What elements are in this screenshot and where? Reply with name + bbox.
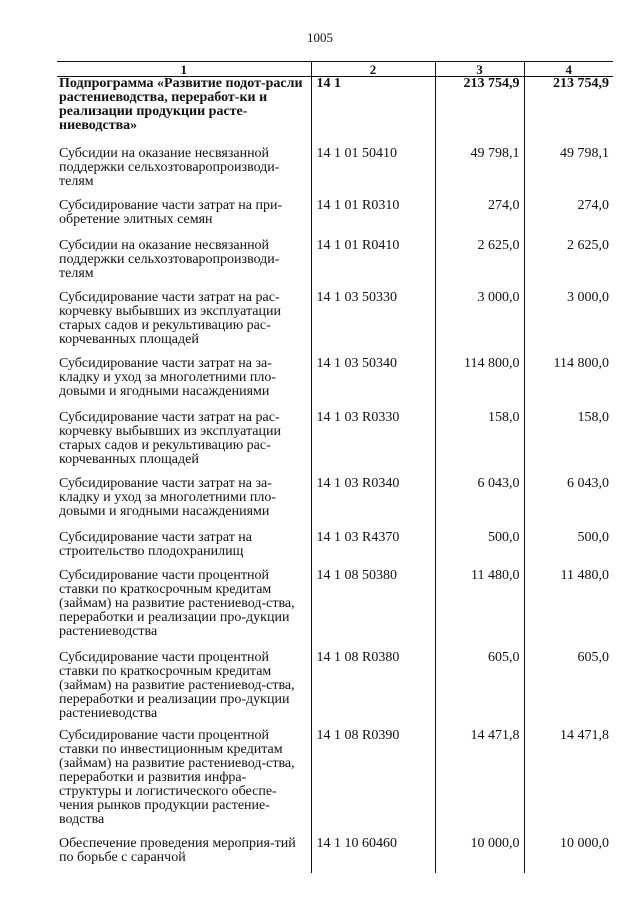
table-row: [57, 147, 613, 199]
row-value-col4: 158,0: [524, 411, 613, 477]
row-value-col4: 114 800,0: [524, 357, 613, 411]
row-value-col4: 274,0: [524, 199, 613, 239]
row-name: Субсидирование части затрат на строительство плодохранилищ: [59, 529, 253, 559]
row-name: Субсидирование части затрат на рас-корчевку выбывших из эксплуатации старых садов и рекультивацию рас-корчеванных площадей: [59, 289, 281, 347]
row-value-col3: 11 480,0: [435, 569, 524, 651]
column-header: 2: [311, 62, 435, 77]
row-value-col4: 213 754,9: [524, 77, 613, 147]
column-header: 3: [435, 62, 524, 77]
row-value-col3: 500,0: [435, 531, 524, 569]
table-row: [57, 199, 613, 239]
table-row: [57, 651, 613, 729]
row-value-col3: 213 754,9: [435, 77, 524, 147]
budget-table: [57, 61, 613, 873]
page-number: 1005: [307, 30, 333, 45]
row-name: Субсидирование части затрат на при-обретение элитных семян: [59, 197, 283, 227]
row-value-col4: 49 798,1: [524, 147, 613, 199]
row-value-col3: 2 625,0: [435, 239, 524, 291]
row-value-col3: 14 471,8: [435, 729, 524, 837]
row-code: 14 1 03 R0330: [311, 411, 435, 477]
row-value-col3: 114 800,0: [435, 357, 524, 411]
row-value-col4: 3 000,0: [524, 291, 613, 357]
row-value-col3: 158,0: [435, 411, 524, 477]
table-row: [57, 569, 613, 651]
row-code: 14 1 01 R0310: [311, 199, 435, 239]
row-name: Обеспечение проведения мероприя-тий по борьбе с саранчой: [59, 835, 296, 865]
row-name: Субсидирование части процентной ставки по краткосрочным кредитам (займам) на развитие растениевод-ства, переработки и реализации про-дукции растениеводства: [59, 649, 295, 721]
row-value-col4: 14 471,8: [524, 729, 613, 837]
row-name: Подпрограмма «Развитие подот-расли растениеводства, переработ-ки и реализации продукции расте-ниеводства»: [59, 76, 303, 133]
row-code: 14 1 08 R0390: [311, 729, 435, 837]
column-header: 4: [524, 62, 613, 77]
row-code: 14 1 03 R0340: [311, 477, 435, 531]
row-value-col4: 605,0: [524, 651, 613, 729]
row-code: 14 1 03 R4370: [311, 531, 435, 569]
row-name: Субсидирование части затрат на за-кладку и уход за многолетними пло-довыми и ягодными насаждениями: [59, 475, 277, 519]
row-name: Субсидирование части процентной ставки по краткосрочным кредитам (займам) на развитие растениевод-ства, переработки и реализации про-дукции растениеводства: [59, 567, 295, 639]
row-code: 14 1 10 60460: [311, 837, 435, 873]
row-value-col4: 6 043,0: [524, 477, 613, 531]
row-value-col3: 49 798,1: [435, 147, 524, 199]
row-value-col4: 10 000,0: [524, 837, 613, 873]
row-code: 14 1: [311, 77, 435, 147]
row-name: Субсидии на оказание несвязанной поддержки сельхозтоваропроизводи-телям: [59, 237, 280, 281]
row-value-col3: 605,0: [435, 651, 524, 729]
row-value-col4: 11 480,0: [524, 569, 613, 651]
table-row: [57, 837, 613, 873]
table-row: [57, 291, 613, 357]
row-code: 14 1 08 50380: [311, 569, 435, 651]
table-row: [57, 411, 613, 477]
table-row: [57, 729, 613, 837]
column-header: 1: [57, 62, 311, 77]
row-value-col3: 3 000,0: [435, 291, 524, 357]
table-row: [57, 477, 613, 531]
row-value-col3: 10 000,0: [435, 837, 524, 873]
row-name: Субсидирование части затрат на за-кладку и уход за многолетними пло-довыми и ягодными насаждениями: [59, 355, 277, 399]
row-code: 14 1 08 R0380: [311, 651, 435, 729]
row-code: 14 1 03 50340: [311, 357, 435, 411]
header-row: [57, 62, 613, 77]
row-name: Субсидирование части затрат на рас-корчевку выбывших из эксплуатации старых садов и рекультивацию рас-корчеванных площадей: [59, 409, 281, 467]
row-code: 14 1 01 R0410: [311, 239, 435, 291]
table-row: [57, 531, 613, 569]
row-name: Субсидии на оказание несвязанной поддержки сельхозтоваропроизводи-телям: [59, 145, 280, 189]
table-row: [57, 357, 613, 411]
row-code: 14 1 03 50330: [311, 291, 435, 357]
row-code: 14 1 01 50410: [311, 147, 435, 199]
row-value-col4: 500,0: [524, 531, 613, 569]
row-value-col3: 6 043,0: [435, 477, 524, 531]
row-value-col3: 274,0: [435, 199, 524, 239]
table-row: [57, 77, 613, 147]
row-name: Субсидирование части процентной ставки по инвестиционным кредитам (займам) на развитие растениевод-ства, переработки и развития инфра-структуры и логистического обеспе-чения рынков продукции растение-водства: [59, 727, 295, 827]
table-row: [57, 239, 613, 291]
row-value-col4: 2 625,0: [524, 239, 613, 291]
